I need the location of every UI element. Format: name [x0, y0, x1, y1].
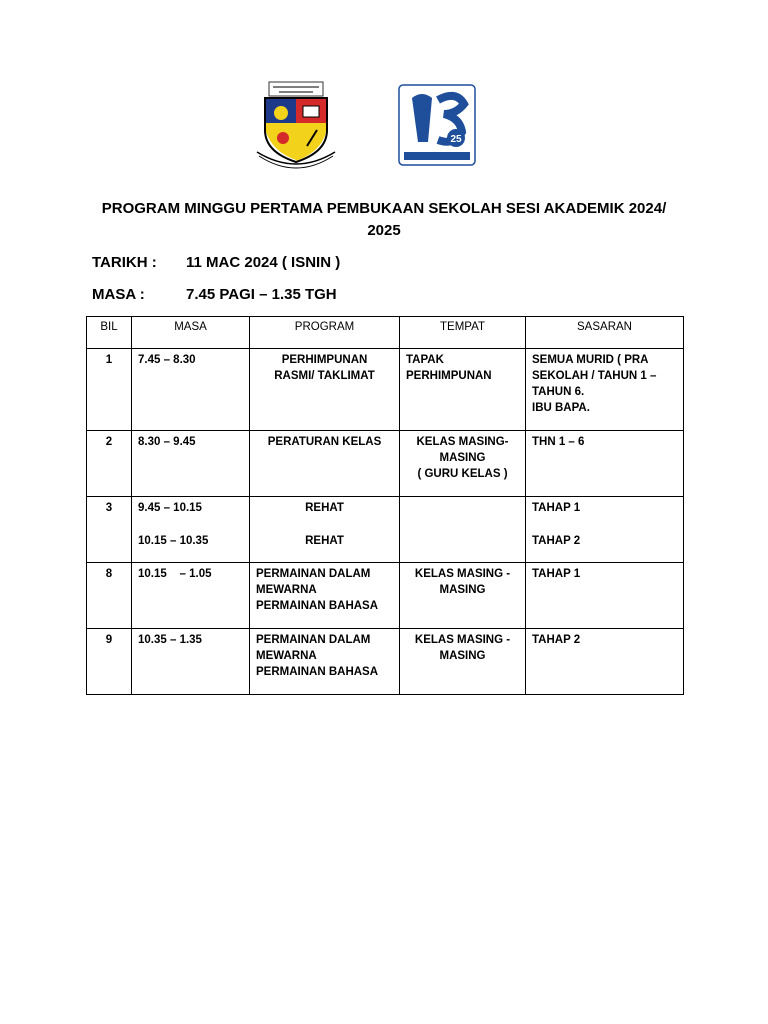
schedule-table — [86, 316, 684, 695]
table-row — [87, 431, 684, 497]
cell-line: 10.15 – 1.05 — [138, 568, 212, 580]
time-value: 7.45 PAGI – 1.35 TGH — [186, 286, 337, 303]
cell-bil: 9 — [87, 629, 132, 695]
cell-program — [250, 629, 400, 695]
cell-masa — [132, 497, 250, 563]
cell-tempat — [400, 629, 526, 695]
table-header-row — [87, 317, 684, 349]
cell-sasaran — [526, 349, 684, 431]
cell-line: 10.35 – 1.35 — [138, 634, 202, 646]
cell-line: TAHAP 2 — [532, 634, 581, 646]
cell-line: MASING — [439, 452, 486, 464]
header-program: PROGRAM — [250, 317, 400, 349]
cell-sasaran — [526, 629, 684, 695]
cell-tempat — [400, 563, 526, 629]
cell-line: 9.45 – 10.15 — [138, 502, 202, 514]
cell-bil: 3 — [87, 497, 132, 563]
cell-line: MEWARNA — [256, 584, 317, 596]
time-line — [92, 286, 337, 303]
cell-line: SEMUA MURID ( PRA — [532, 354, 649, 366]
header-tempat: TEMPAT — [400, 317, 526, 349]
cell-masa — [132, 349, 250, 431]
cell-line: TAHAP 2 — [532, 535, 581, 547]
table-row — [87, 629, 684, 695]
cell-line: 7.45 – 8.30 — [138, 354, 196, 366]
cell-line: THN 1 – 6 — [532, 436, 585, 448]
cell-line: KELAS MASING - — [414, 568, 511, 580]
date-line — [92, 254, 340, 271]
cell-tempat — [400, 431, 526, 497]
cell-line: PERMAINAN BAHASA — [256, 600, 379, 612]
cell-line: IBU BAPA. — [532, 402, 590, 414]
cell-line: 10.15 – 10.35 — [138, 535, 209, 547]
cell-line: TAHAP 1 — [532, 502, 581, 514]
cell-line: PERHIMPUNAN — [406, 370, 492, 382]
cell-line: KELAS MASING- — [416, 436, 509, 448]
cell-line: TAPAK — [406, 354, 444, 366]
cell-masa — [132, 431, 250, 497]
cell-line: MASING — [439, 584, 486, 596]
table-row — [87, 349, 684, 431]
cell-line: KELAS MASING - — [414, 634, 511, 646]
cell-line: REHAT — [305, 535, 344, 547]
cell-line: MASING — [439, 650, 486, 662]
cell-line: SEKOLAH / TAHUN 1 – — [532, 370, 657, 382]
cell-tempat — [400, 349, 526, 431]
cell-masa — [132, 563, 250, 629]
header-bil: BIL — [87, 317, 132, 349]
cell-line: PERMAINAN BAHASA — [256, 666, 379, 678]
cell-line: PERMAINAN DALAM — [256, 568, 371, 580]
cell-sasaran — [526, 497, 684, 563]
header-masa: MASA — [132, 317, 250, 349]
cell-line: TAHUN 6. — [532, 386, 585, 398]
page-title: PROGRAM MINGGU PERTAMA PEMBUKAAN SEKOLAH SESI AKADEMIK 2024/ 2025 — [101, 200, 667, 239]
table-row — [87, 563, 684, 629]
cell-program — [250, 497, 400, 563]
cell-line: PERMAINAN DALAM — [256, 634, 371, 646]
cell-line: ( GURU KELAS ) — [417, 468, 508, 480]
table-row — [87, 497, 684, 563]
time-label: MASA : — [92, 286, 145, 303]
cell-tempat — [400, 497, 526, 563]
cell-bil: 1 — [87, 349, 132, 431]
school-crest-logo — [255, 80, 337, 172]
cell-sasaran — [526, 563, 684, 629]
cell-line: RASMI/ TAKLIMAT — [274, 370, 375, 382]
date-label: TARIKH : — [92, 254, 157, 271]
header-sasaran: SASARAN — [526, 317, 684, 349]
cell-line: PERHIMPUNAN — [281, 354, 368, 366]
cell-line: REHAT — [305, 502, 344, 514]
ts25-logo — [398, 84, 476, 166]
cell-program — [250, 563, 400, 629]
cell-sasaran — [526, 431, 684, 497]
svg-text:25: 25 — [450, 134, 462, 145]
cell-line: TAHAP 1 — [532, 568, 581, 580]
date-value: 11 MAC 2024 ( ISNIN ) — [186, 254, 341, 271]
cell-line: MEWARNA — [256, 650, 317, 662]
cell-bil: 2 — [87, 431, 132, 497]
cell-bil: 8 — [87, 563, 132, 629]
cell-program — [250, 431, 400, 497]
cell-masa — [132, 629, 250, 695]
cell-program — [250, 349, 400, 431]
cell-line: PERATURAN KELAS — [267, 436, 382, 448]
cell-line: 8.30 – 9.45 — [138, 436, 196, 448]
